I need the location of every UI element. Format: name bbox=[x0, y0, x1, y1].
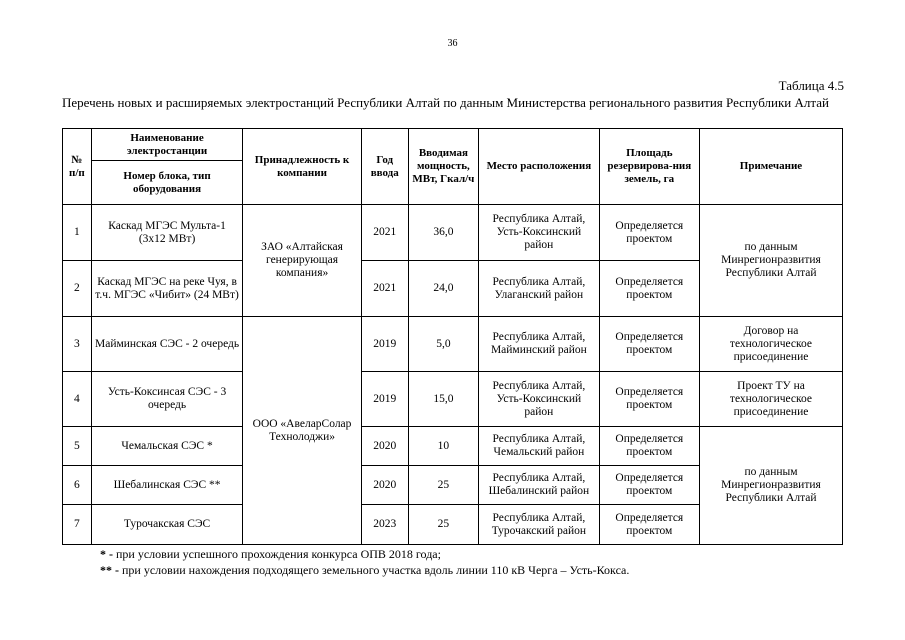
footnote bbox=[100, 546, 629, 562]
header-name: Наименование электростанции bbox=[91, 129, 243, 161]
row-num: 5 bbox=[63, 427, 92, 466]
row-owner: ЗАО «Алтайская генерирующая компания» bbox=[243, 205, 361, 317]
row-num: 1 bbox=[63, 205, 92, 261]
header-num: № п/п bbox=[63, 129, 92, 205]
row-num: 4 bbox=[63, 372, 92, 427]
row-name: Каскад МГЭС на реке Чуя, в т.ч. МГЭС «Чибит» (24 МВт) bbox=[91, 261, 243, 317]
table-row bbox=[63, 317, 843, 372]
header-owner: Принадлежность к компании bbox=[243, 129, 361, 205]
row-power: 36,0 bbox=[408, 205, 478, 261]
row-name: Турочакская СЭС bbox=[91, 505, 243, 545]
footnote-mark: * - bbox=[100, 547, 113, 561]
header-unit: Номер блока, тип оборудования bbox=[91, 161, 243, 205]
row-power: 24,0 bbox=[408, 261, 478, 317]
row-year: 2020 bbox=[361, 427, 408, 466]
row-num: 6 bbox=[63, 466, 92, 505]
header-area: Площадь резервирова-ния земель, га bbox=[599, 129, 699, 205]
row-power: 15,0 bbox=[408, 372, 478, 427]
row-name: Чемальская СЭС * bbox=[91, 427, 243, 466]
row-power: 5,0 bbox=[408, 317, 478, 372]
footnotes bbox=[100, 546, 629, 578]
row-num: 3 bbox=[63, 317, 92, 372]
row-area: Определяется проектом bbox=[599, 427, 699, 466]
row-note: Договор на технологическое присоединение bbox=[699, 317, 842, 372]
row-location: Республика Алтай, Усть-Коксинский район bbox=[479, 205, 600, 261]
row-name: Шебалинская СЭС ** bbox=[91, 466, 243, 505]
row-year: 2020 bbox=[361, 466, 408, 505]
row-area: Определяется проектом bbox=[599, 261, 699, 317]
row-year: 2019 bbox=[361, 372, 408, 427]
header-location: Место расположения bbox=[479, 129, 600, 205]
row-power: 10 bbox=[408, 427, 478, 466]
row-year: 2021 bbox=[361, 261, 408, 317]
row-num: 7 bbox=[63, 505, 92, 545]
header-power: Вводимая мощность, МВт, Гкал/ч bbox=[408, 129, 478, 205]
row-name: Майминская СЭС - 2 очередь bbox=[91, 317, 243, 372]
power-plants-table bbox=[62, 128, 843, 545]
header-note: Примечание bbox=[699, 129, 842, 205]
row-power: 25 bbox=[408, 466, 478, 505]
header-year: Год ввода bbox=[361, 129, 408, 205]
row-location: Республика Алтай, Усть-Коксинский район bbox=[479, 372, 600, 427]
footnote-text: при условии нахождения подходящего земельного участка вдоль линии 110 кВ Черга – Усть-Кокса. bbox=[119, 563, 630, 577]
table-row bbox=[63, 372, 843, 427]
row-area: Определяется проектом bbox=[599, 466, 699, 505]
table-row bbox=[63, 427, 843, 466]
row-area: Определяется проектом bbox=[599, 205, 699, 261]
footnote-text: при условии успешного прохождения конкурса ОПВ 2018 года; bbox=[113, 547, 441, 561]
row-area: Определяется проектом bbox=[599, 505, 699, 545]
footnote-mark: ** - bbox=[100, 563, 119, 577]
row-year: 2021 bbox=[361, 205, 408, 261]
row-location: Республика Алтай, Чемальский район bbox=[479, 427, 600, 466]
row-location: Республика Алтай, Шебалинский район bbox=[479, 466, 600, 505]
row-year: 2023 bbox=[361, 505, 408, 545]
row-name: Усть-Коксинсая СЭС - 3 очередь bbox=[91, 372, 243, 427]
row-area: Определяется проектом bbox=[599, 372, 699, 427]
row-name: Каскад МГЭС Мульта-1 (3х12 МВт) bbox=[91, 205, 243, 261]
table-row bbox=[63, 205, 843, 261]
row-note: Проект ТУ на технологическое присоединение bbox=[699, 372, 842, 427]
row-note: по данным Минрегионразвития Республики Алтай bbox=[699, 427, 842, 545]
row-location: Республика Алтай, Майминский район bbox=[479, 317, 600, 372]
row-year: 2019 bbox=[361, 317, 408, 372]
table-label: Таблица 4.5 bbox=[778, 78, 844, 93]
page-number: 36 bbox=[447, 38, 458, 49]
row-note: по данным Минрегионразвития Республики Алтай bbox=[699, 205, 842, 317]
table-caption: Перечень новых и расширяемых электростанций Республики Алтай по данным Министерства регионального развития Республики Алтай bbox=[62, 95, 829, 110]
footnote bbox=[100, 562, 629, 578]
row-location: Республика Алтай, Улаганский район bbox=[479, 261, 600, 317]
row-owner: ООО «АвеларСолар Технолоджи» bbox=[243, 317, 361, 545]
row-location: Республика Алтай, Турочакский район bbox=[479, 505, 600, 545]
row-area: Определяется проектом bbox=[599, 317, 699, 372]
row-power: 25 bbox=[408, 505, 478, 545]
row-num: 2 bbox=[63, 261, 92, 317]
